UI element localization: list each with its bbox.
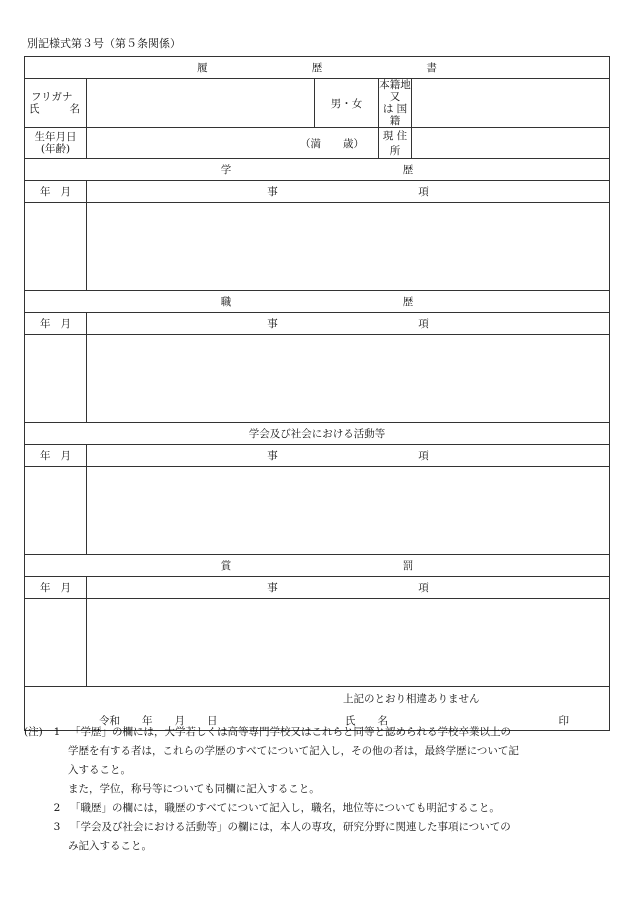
birth-field[interactable]: （満 歳）: [87, 128, 379, 159]
note-line: また，学位，称号等についても同欄に記入すること。: [68, 783, 320, 795]
resume-form: [24, 56, 610, 731]
form-label: 別記様式第３号（第５条関係）: [27, 37, 181, 50]
name-field[interactable]: [87, 79, 315, 128]
note-line: 「職歴」の欄には，職歴のすべてについて記入し，職名，地位等についても明記すること。: [70, 802, 500, 814]
seal-mark: 印: [558, 715, 570, 727]
col-date-header: 年 月: [25, 313, 87, 335]
col-date-header: 年 月: [25, 445, 87, 467]
career-item-cell[interactable]: [87, 335, 610, 423]
notes: [24, 723, 584, 856]
col-date-header: 年 月: [25, 181, 87, 203]
note-line: み記入すること。: [68, 840, 152, 852]
note-number: 3: [53, 821, 61, 833]
education-date-cell[interactable]: [25, 203, 87, 291]
activities-item-cell[interactable]: [87, 467, 610, 555]
address-field[interactable]: [412, 128, 610, 159]
col-item-header: 事 項: [87, 181, 610, 203]
note-line: 学歴を有する者は，これらの学歴のすべてについて記入し，その他の者は，最終学歴について記: [68, 745, 519, 757]
career-date-cell[interactable]: [25, 335, 87, 423]
section-title-activities: 学会及び社会における活動等: [25, 423, 610, 445]
honseki-label: 本籍地又 は 国 籍: [379, 79, 411, 127]
declaration: 上記のとおり相違ありません: [343, 693, 480, 705]
col-item-header: 事 項: [87, 577, 610, 599]
col-date-header: 年 月: [25, 577, 87, 599]
section-title-awards: 賞 罰: [25, 555, 610, 577]
awards-date-cell[interactable]: [25, 599, 87, 687]
note-line: 「学歴」の欄には，大学若しくは高等専門学校又はこれらと同等と認められる学校卒業以上の: [70, 726, 511, 738]
section-title-career: 職 歴: [25, 291, 610, 313]
signer-name[interactable]: 氏 名: [345, 715, 388, 727]
note-number: 2: [53, 802, 61, 814]
birth-label: 生年月日 (年齢): [25, 128, 87, 159]
awards-item-cell[interactable]: [87, 599, 610, 687]
name-label: フリガナ 氏 名: [25, 79, 87, 128]
note-number: 1: [53, 726, 61, 738]
note-line: 「学会及び社会における活動等」の欄には，本人の専攻，研究分野に関連した事項についての: [70, 821, 511, 833]
education-item-cell[interactable]: [87, 203, 610, 291]
address-label: 現 住 所: [379, 128, 412, 159]
note-line: 入すること。: [68, 764, 131, 776]
activities-date-cell[interactable]: [25, 467, 87, 555]
sex-choice[interactable]: 男・女: [315, 79, 379, 128]
section-title-education: 学 歴: [25, 159, 610, 181]
signature-date[interactable]: 令和 年 月 日: [99, 715, 218, 727]
honseki-field[interactable]: [412, 79, 610, 128]
resume-title: 履 歴 書: [25, 57, 610, 79]
col-item-header: 事 項: [87, 445, 610, 467]
notes-head: (注): [24, 726, 43, 738]
col-item-header: 事 項: [87, 313, 610, 335]
